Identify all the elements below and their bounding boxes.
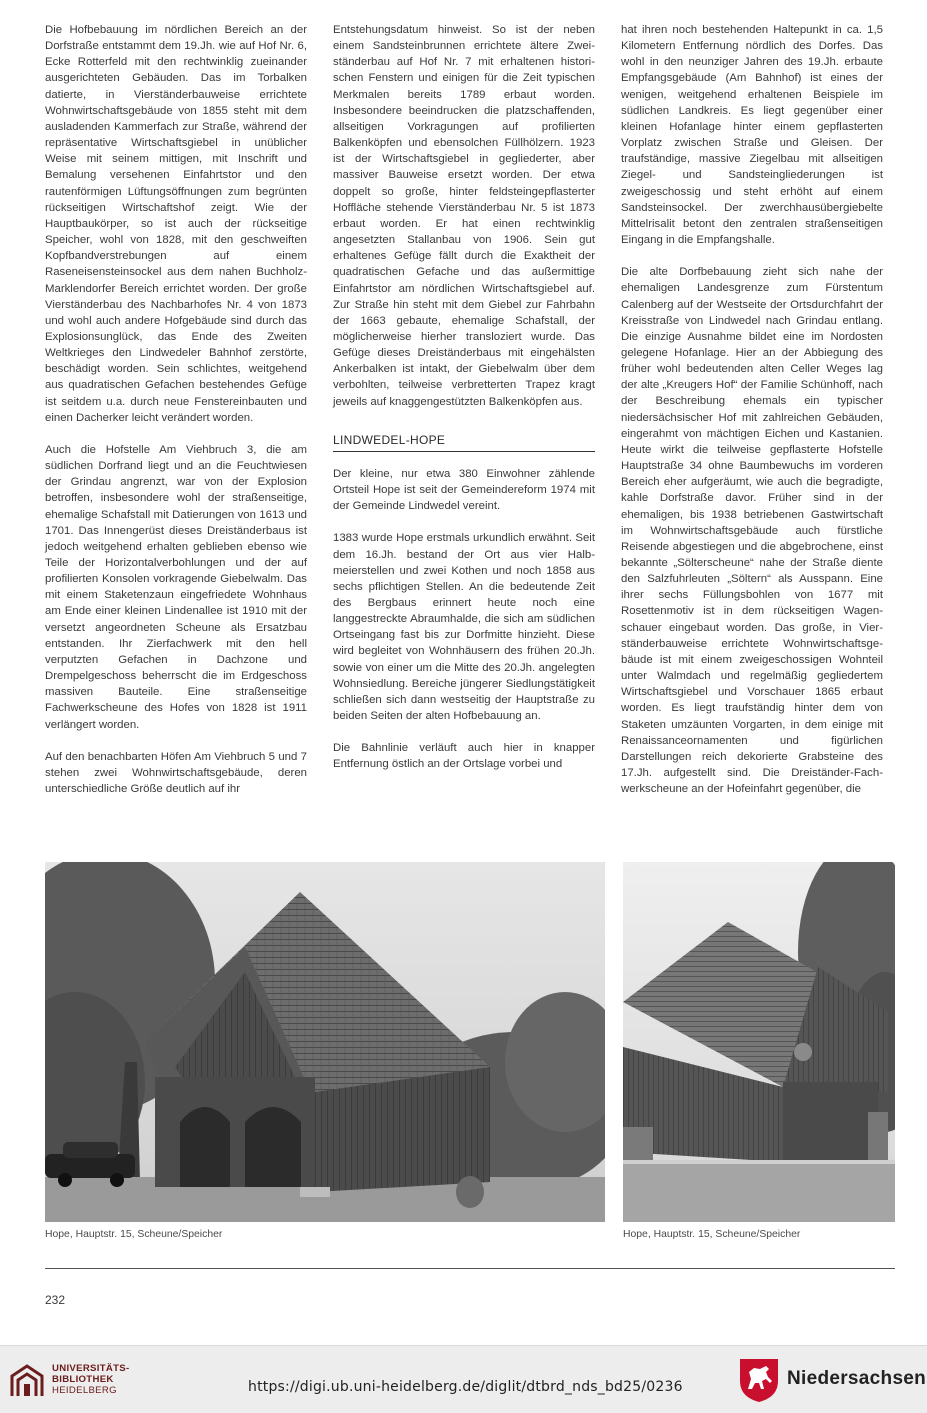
heidelberg-university-logo-icon[interactable] [10, 1364, 44, 1398]
photo-barn-front [45, 862, 605, 1222]
uni-line: BIBLIOTHEK [52, 1374, 114, 1385]
permalink-url[interactable]: https://digi.ub.uni-heidelberg.de/diglit/dtbrd_nds_bd25/0236 [248, 1379, 683, 1395]
footer-rule [45, 1268, 895, 1269]
state-name: Niedersachsen [787, 1368, 927, 1389]
paragraph: Auf den benachbarten Höfen Am Viehbruch 5 und 7 stehen zwei Wohnwirtschaftsgebäude, deren unterschiedliche Größe deutlich auf ihr [45, 750, 307, 796]
paragraph: 1383 wurde Hope erstmals urkundlich erwähnt. Seit dem 16.Jh. bestand der Ort aus vier Halbmeierstellen und zwei Kothen und noch 1858 aus sechs pflichtigen Stellen. An die bedeutende Zeit des Bergbaus erinnert heute noch eine langgestreckte Abraumhalde, die sich am südlichen Ortseingang fast bis zur Dorfmitte hinzieht. Diese wird begleitet von Wohnhäusern des frühen 20.Jh. sowie von einer um die Mitte des 20.Jh. angelegten Wohnsiedlung. Bereiche jüngerer Siedlungstätigkeit schließen sich dann westseitig der Hauptstraße zu beiden Seiten der alten Hofbebauung an. [333, 532, 595, 723]
uni-line: HEIDELBERG [52, 1385, 117, 1396]
section-heading: LINDWEDEL-HOPE [333, 426, 595, 452]
paragraph: Die alte Dorfbebauung zieht sich nahe der ehemaligen Landesgrenze zum Fürstentum Calenberg auf der Westseite der Ortsdurchfahrt der Kreisstraße von Lindwedel nach Grindau entlang. Die einzige Ausnahme bildet eine im Nordosten gelegene Hofanlage. Hier an der Abbiegung des früher wohl bedeutenden alten Celler Weges lag der alte „Kreugers Hof“ der Familie Schünhoff, nach der Beschreibung ehemals ein typischer niedersächsischer Hof mit zahlreichen Gebäuden, eingerahmt von mächtigen Eichen und Kastanien. Heute wirkt die teilweise gepflasterte Hofstelle Hauptstraße 34 ohne Baumbewuchs im vorderen Bereich eher aufgeräumt, wie auch die begradigte, kahle Dorfstraße davor. Früher sind in der ehemaligen, bis 1938 betriebenen Gastwirtschaft im Wohnwirtschaftsgebäude auch fürstliche Reisende abgestiegen und die abgebrochene, einst bekannte „Sölterscheune“ nahe der Straße diente den Salzfuhrleuten „Söltern“ als Ausspann. Eine ihrer sechs Füllungsbohlen von 1677 mit Rosettenmotiv ist in dem rückseitigen Wagenschauer eingebaut worden. Das große, in Vierständerbauweise errichtete Wohnwirtschaftsgebäude ist mit einem zweigeschossigen Wohnteil unter Walmdach und regelmäßig gegliedertem Wirtschaftsgiebel und Vorschauer 1865 erbaut worden. Es liegt traufständig hinter dem von Staketen umzäunten Vorgarten, in dem einige mit Renaissanceornamenten und figürlichen Darstellungen reich dekorierte Grabsteine des 17.Jh. aufgestellt sind. Die Dreiständer-Fachwerkscheune an der Hofeinfahrt gegenüber, die [621, 266, 883, 796]
paragraph: Die Hofbebauung im nördlichen Bereich an der Dorfstraße entstammt dem 19.Jh. wie auf Hof Nr. 6, Ecke Rotterfeld mit den rechtwinklig zueinander ausgerichteten Gebäuden. Das im Torbalken datierte, in Vierständerbauweise errichtete Wohnwirtschaftsgebäude von 1855 steht mit dem ausladenden Kammerfach zur Straße, während der repräsentative Wirtschaftsgiebel in unüblicher Weise mit seinem mittigen, mit Inschrift und Bemalung versehenen Einfahrtstor und den rautenförmigen Lüftungsöffnungen zum begrünten rückseitigen Wirtschaftshof zeigt. Wie der Hauptbaukörper, so ist auch der rückseitige Speicher, wohl von 1828, mit den geschweiften Kopfbandverstrebungen auf einem Raseneisensteinsockel aus dem nahen Buchholz-Marklendorfer Bereich errichtet worden. Der große Vierständerbau des Nachbarhofes Nr. 4 von 1873 und wohl auch andere Hofgebäude sind durch das Explosionsunglück, das Ende des Zweiten Weltkrieges den Lindwedeler Bahnhof zerstörte, beschädigt worden. Sein schlichtes, weitgehend aus quadratischen Gefachen bestehendes Gefüge ist seitdem u.a. durch neue Fenstereinbauten und einen Dacherker leicht verändert worden. [45, 24, 307, 424]
paragraph: Die Bahnlinie verläuft auch hier in knapper Entfernung östlich an der Ortslage vorbei und [333, 742, 595, 771]
text-column-3 [621, 22, 883, 813]
paragraph: Der kleine, nur etwa 380 Einwohner zählende Ortsteil Hope ist seit der Gemeindereform 1974 mit der Gemeinde Lindwedel vereint. [333, 467, 595, 513]
university-library-name[interactable] [52, 1363, 129, 1396]
paragraph: hat ihren noch bestehenden Haltepunkt in ca. 1,5 Kilometern Entfernung nördlich des Dorfes. Das wohl in den neunziger Jahren des 19.Jh. erbaute Empfangsgebäude (Am Bahnhof) ist eines der wenigen, weitgehend erhaltenen Beispiele im südlichen Landkreis. Es liegt gegenüber einer kleinen Hofanlage hinter einem gepflasterten Vorplatz zwischen Straße und Gleisen. Der traufständige, massive Ziegelbau mit allseitigen Ziegel- und Sandsteingliederungen ist zweigeschossig und steht erhöht auf einem Sandsteinsockel. Der zwerchhausübergiebelte Mittelrisalit betont den zentralen straßenseitigen Eingang in die Empfangshalle. [621, 24, 883, 247]
text-column-2 [333, 22, 595, 789]
uni-line: UNIVERSITÄTS- [52, 1363, 130, 1374]
paragraph: Auch die Hofstelle Am Viehbruch 3, die am südlichen Dorfrand liegt und an die Feuchtwiesen der Grindau angrenzt, war von der Explosion betroffen, insbesondere wohl der straßenseitige, ehemalige Schafstall mit Datierungen von 1613 und 1701. Das Innengerüst dieses Dreiständerbaus ist jedoch weitgehend erhalten geblieben ebenso wie Teile der Horizontalverbohlungen und der auf profilierten Konsolen vorkragende Giebelwalm. Das mit einem Staketenzaun eingefriedete Wohnhaus am Ende einer kleinen Lindenallee ist 1910 mit der versetzt angeordneten Scheune als Ersatzbau entstanden. Ihr Zierfachwerk mit den hell verputzten Gefachen in Dachzone und Drempelgeschoss beherrscht die im Erdgeschoss massiven Bauteile. Eine straßenseitige Fachwerkscheune des Hofes von 1828 ist 1911 verlängert worden. [45, 443, 307, 731]
niedersachsen-horse-icon [738, 1357, 780, 1403]
page-number: 232 [45, 1293, 66, 1307]
paragraph: Entstehungsdatum hinweist. So ist der neben einem Sandsteinbrunnen errichtete ältere Zweiständerbau auf Hof Nr. 7 mit erhaltenen historischen Fenstern und einigen für die Zeit typischen Merkmalen bereits 1789 erbaut worden. Insbesondere beeindrucken die platzschaffenden, allseitigen Vorkragungen auf profilierten Balkenköpfen und ebensolchen Füllhölzern. 1923 ist der Wirtschaftsgiebel in gegliederter, aber massiver Bauweise ersetzt worden. Der etwa doppelt so große, hinter feldsteingepflasterter Hoffläche stehende Vierständerbau Nr. 5 ist 1873 erbaut worden. Er hat einen rechtwinklig angesetzten Stallanbau von 1906. Sein gut erhaltenes Gefüge fällt durch die Exaktheit der quadratischen Gefache und das außermittige Einfahrtstor am nördlichen Wirtschaftsgiebel auf. Zur Straße hin steht mit dem Giebel zur Fahrbahn der 1663 gebaute, ehemalige Schafstall, der möglicherweise hierher transloziert wurde. Das Gefüge dieses Dreiständerbaus mit eingehälsten Ankerbalken ist intakt, der Giebelwalm über dem verbohlten, teilweise verbretterten Trapez kragt jeweils auf knaggengestützten Balkenköpfen aus. [333, 24, 595, 408]
text-column-1 [45, 22, 307, 813]
figure-caption: Hope, Hauptstr. 15, Scheune/Speicher [623, 1229, 801, 1240]
figure-caption: Hope, Hauptstr. 15, Scheune/Speicher [45, 1229, 223, 1240]
photo-barn-side [623, 862, 895, 1222]
viewer-footer [0, 1345, 927, 1413]
